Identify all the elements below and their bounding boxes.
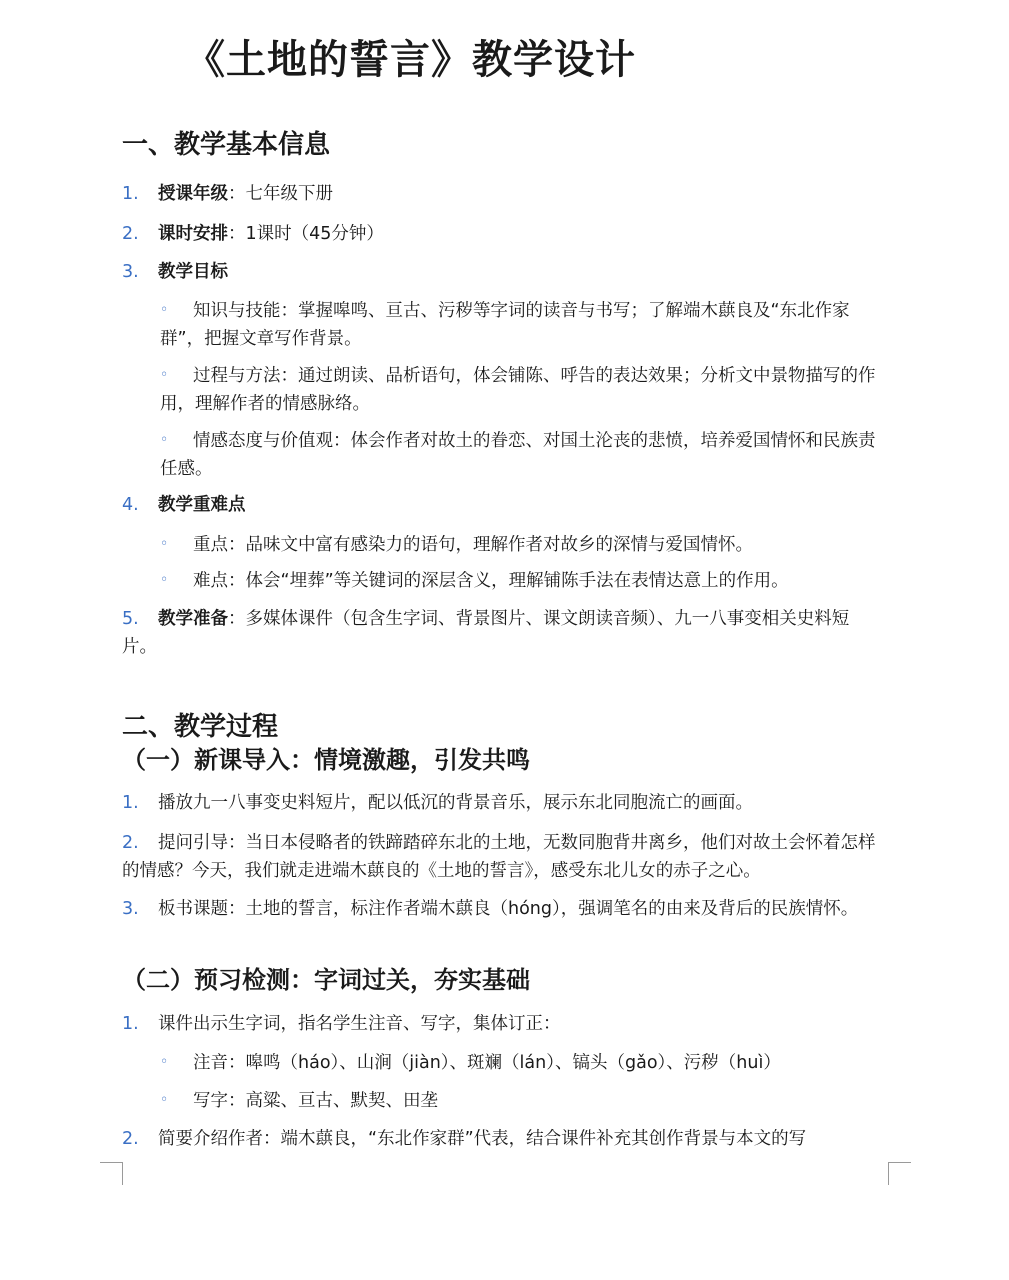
subsection-heading-preview: （二）预习检测：字词过关，夯实基础 <box>122 966 530 994</box>
subsection-heading-intro: （一）新课导入：情境激趣，引发共鸣 <box>122 746 530 774</box>
item-separator: ： <box>228 609 246 629</box>
bullet-icon: ◦ <box>160 302 169 318</box>
item-text: 播放九一八事变史料短片，配以低沉的背景音乐，展示东北同胞流亡的画面。 <box>158 793 753 813</box>
item-label: 教学准备 <box>158 609 228 629</box>
list-item-key-points <box>122 491 884 519</box>
sub-item-goal-process <box>160 361 884 418</box>
page-margin-corner-left <box>100 1162 123 1185</box>
list-number: 3. <box>122 899 139 919</box>
list-item-goals <box>122 258 884 286</box>
list-item <box>122 895 884 923</box>
list-number: 4. <box>122 495 139 515</box>
list-number: 2. <box>122 833 139 853</box>
bullet-icon: ◦ <box>160 536 169 552</box>
item-text: 板书课题：土地的誓言，标注作者端木蕻良（hóng），强调笔名的由来及背后的民族情怀。 <box>158 899 859 919</box>
sub-item-text: 注音：嗥鸣（háo）、山涧（jiàn）、斑斓（lán）、镐头（gǎo）、污秽（huì） <box>193 1053 781 1073</box>
list-item-grade <box>122 180 884 208</box>
item-label: 教学重难点 <box>158 495 246 515</box>
item-text: 七年级下册 <box>245 184 333 204</box>
sub-item-key-point <box>160 530 884 559</box>
section-heading-process: 二、教学过程 <box>122 712 279 742</box>
page-title: 《土地的誓言》教学设计 <box>185 37 636 83</box>
list-item <box>122 1010 884 1038</box>
item-label: 课时安排 <box>158 224 228 244</box>
section-heading-basic-info: 一、教学基本信息 <box>122 130 331 160</box>
item-separator: ： <box>228 224 246 244</box>
list-number: 5. <box>122 609 139 629</box>
list-item <box>122 1125 884 1153</box>
item-text: 1课时（45分钟） <box>245 224 384 244</box>
list-number: 1. <box>122 793 139 813</box>
list-number: 2. <box>122 1129 139 1149</box>
sub-item-text: 知识与技能：掌握嗥鸣、亘古、污秽等字词的读音与书写；了解端木蕻良及“东北作家群”，把握文章写作背景。 <box>160 301 850 349</box>
bullet-icon: ◦ <box>160 367 169 383</box>
sub-item-goal-knowledge <box>160 296 884 353</box>
sub-item-text: 情感态度与价值观：体会作者对故土的眷恋、对国土沦丧的悲愤，培养爱国情怀和民族责任感。 <box>160 431 876 479</box>
list-item-schedule <box>122 220 884 248</box>
item-separator: ： <box>228 184 246 204</box>
list-number: 1. <box>122 184 139 204</box>
list-number: 2. <box>122 224 139 244</box>
bullet-icon: ◦ <box>160 1054 169 1070</box>
item-label: 授课年级 <box>158 184 228 204</box>
sub-item-text: 难点：体会“埋葬”等关键词的深层含义，理解铺陈手法在表情达意上的作用。 <box>193 571 789 591</box>
sub-item-writing <box>160 1086 884 1115</box>
bullet-icon: ◦ <box>160 1092 169 1108</box>
item-text: 多媒体课件（包含生字词、背景图片、课文朗读音频）、九一八事变相关史料短片。 <box>122 609 850 657</box>
list-item <box>122 789 884 817</box>
sub-item-goal-emotion <box>160 426 884 483</box>
sub-item-text: 写字：高粱、亘古、默契、田垄 <box>193 1091 438 1111</box>
item-label: 教学目标 <box>158 262 228 282</box>
sub-item-difficulty <box>160 566 884 595</box>
page-margin-corner-right <box>888 1162 911 1185</box>
sub-item-pinyin <box>160 1048 884 1077</box>
list-number: 3. <box>122 262 139 282</box>
sub-item-text: 过程与方法：通过朗读、品析语句，体会铺陈、呼告的表达效果；分析文中景物描写的作用，理解作者的情感脉络。 <box>160 366 876 414</box>
list-number: 1. <box>122 1014 139 1034</box>
item-text: 提问引导：当日本侵略者的铁蹄踏碎东北的土地，无数同胞背井离乡，他们对故土会怀着怎样的情感？今天，我们就走进端木蕻良的《土地的誓言》，感受东北儿女的赤子之心。 <box>122 833 876 881</box>
item-text: 课件出示生字词，指名学生注音、写字，集体订正： <box>158 1014 561 1034</box>
bullet-icon: ◦ <box>160 572 169 588</box>
bullet-icon: ◦ <box>160 432 169 448</box>
list-item <box>122 829 884 885</box>
sub-item-text: 重点：品味文中富有感染力的语句，理解作者对故乡的深情与爱国情怀。 <box>193 535 753 555</box>
list-item-preparation <box>122 605 884 661</box>
item-text: 简要介绍作者：端木蕻良，“东北作家群”代表，结合课件补充其创作背景与本文的写 <box>158 1129 807 1149</box>
